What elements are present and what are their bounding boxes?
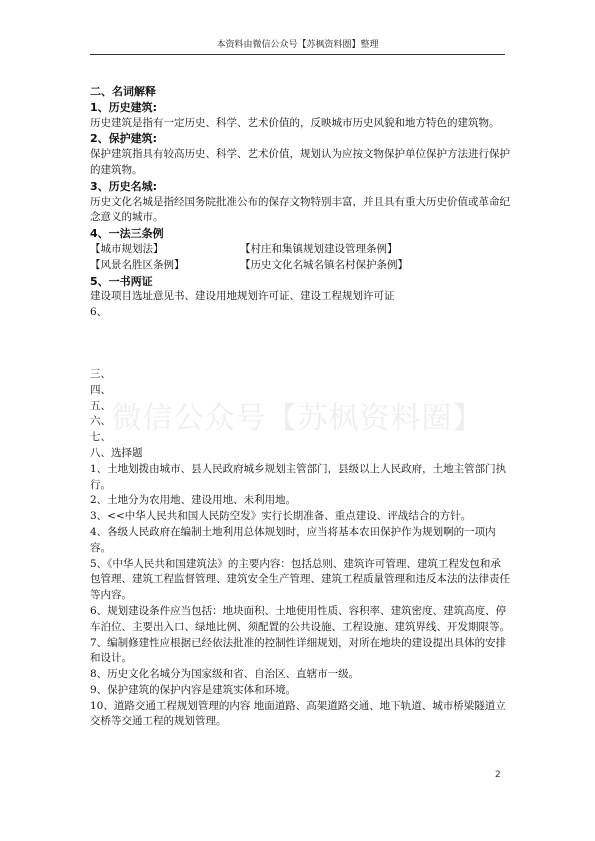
term-5-heading: 5、一书两证 xyxy=(90,274,153,288)
law-historic-city: 【历史文化名城名镇名村保护条例】 xyxy=(240,258,408,271)
term-3-definition: 历史文化名城是指经国务院批准公布的保存文物特别丰富，并且具有重大历史价值或革命纪念意义的城市。 xyxy=(90,195,510,224)
law-city-planning: 【城市规划法】 xyxy=(90,242,164,255)
watermark: 微信公众号【苏枫资料圈】 xyxy=(111,401,484,436)
question-6: 6、规划建设条件应当包括：地块面积、土地使用性质、容积率、建筑密度、建筑高度、停车泊位、主要出入口、绿地比例、须配置的公共设施、工程设施、建筑界线、开发期限等。 xyxy=(90,604,510,633)
law-village-regulation: 【村庄和集镇规划建设管理条例】 xyxy=(240,242,398,255)
term-3-heading: 3、历史名城: xyxy=(90,179,158,193)
term-2-heading: 2、保护建筑: xyxy=(90,132,158,146)
question-8: 8、历史文化名城分为国家级和省、自治区、直辖市一级。 xyxy=(90,668,360,681)
question-2: 2、土地分为农用地、建设用地、未利用地。 xyxy=(90,494,297,507)
laws-grid xyxy=(90,242,510,274)
question-1: 1、土地划拨由城市、县人民政府城乡规划主管部门，县级以上人民政府，土地主管部门执行。 xyxy=(90,462,507,491)
section-7-label: 七、 xyxy=(90,431,111,444)
term-1-heading: 1、历史建筑: xyxy=(90,100,158,114)
law-scenic-area: 【风景名胜区条例】 xyxy=(90,258,185,271)
page-header: 本资料由微信公众号【苏枫资料圈】整理 xyxy=(216,40,379,50)
term-6-label: 6、 xyxy=(90,306,108,319)
section-6-label: 六、 xyxy=(90,415,111,428)
section-3-label: 三、 xyxy=(90,367,111,380)
question-7: 7、编制修建性应根据已经依法批准的控制性详细规划，对所在地块的建设提出具体的安排和设计。 xyxy=(90,636,507,665)
section-5-label: 五、 xyxy=(90,399,111,412)
term-5-definition: 建设项目选址意见书、建设用地规划许可证、建设工程规划许可证 xyxy=(90,290,395,303)
question-3: 3、<<中华人民共和国人民防空发》实行长期准备、重点建设、评战结合的方针。 xyxy=(90,510,472,523)
question-10: 10、道路交通工程规划管理的内容 地面道路、高架道路交通、地下轨道、城市桥梁隧道立交桥等交通工程的规划管理。 xyxy=(90,699,506,728)
term-2-definition: 保护建筑指具有较高历史、科学、艺术价值，规划认为应按文物保护单位保护方法进行保护的建筑物。 xyxy=(90,148,510,176)
section-8-title: 八、选择题 xyxy=(90,446,143,459)
document-body xyxy=(90,84,510,730)
term-1-definition: 历史建筑是指有一定历史、科学、艺术价值的，反映城市历史风貌和地方特色的建筑物。 xyxy=(90,116,500,129)
page-number: 2 xyxy=(495,770,501,780)
question-4: 4、各级人民政府在编制土地利用总体规划时，应当将基本农田保护作为规划啊的一项内容。 xyxy=(90,525,496,554)
section-4-label: 四、 xyxy=(90,383,111,396)
section-2-title: 二、名词解释 xyxy=(90,85,156,98)
header-rule xyxy=(90,54,505,55)
question-5: 5、《中华人民共和国建筑法》的主要内容：包括总则、建筑许可管理、建筑工程发包和承包管理、建筑工程监督管理、建筑安全生产管理、建筑工程质量管理和违反本法的法律责任等内容。 xyxy=(90,557,510,602)
blank-space xyxy=(90,321,510,367)
question-9: 9、保护建筑的保护内容是建筑实体和环境。 xyxy=(90,683,297,696)
term-4-heading: 4、一法三条例 xyxy=(90,227,164,241)
